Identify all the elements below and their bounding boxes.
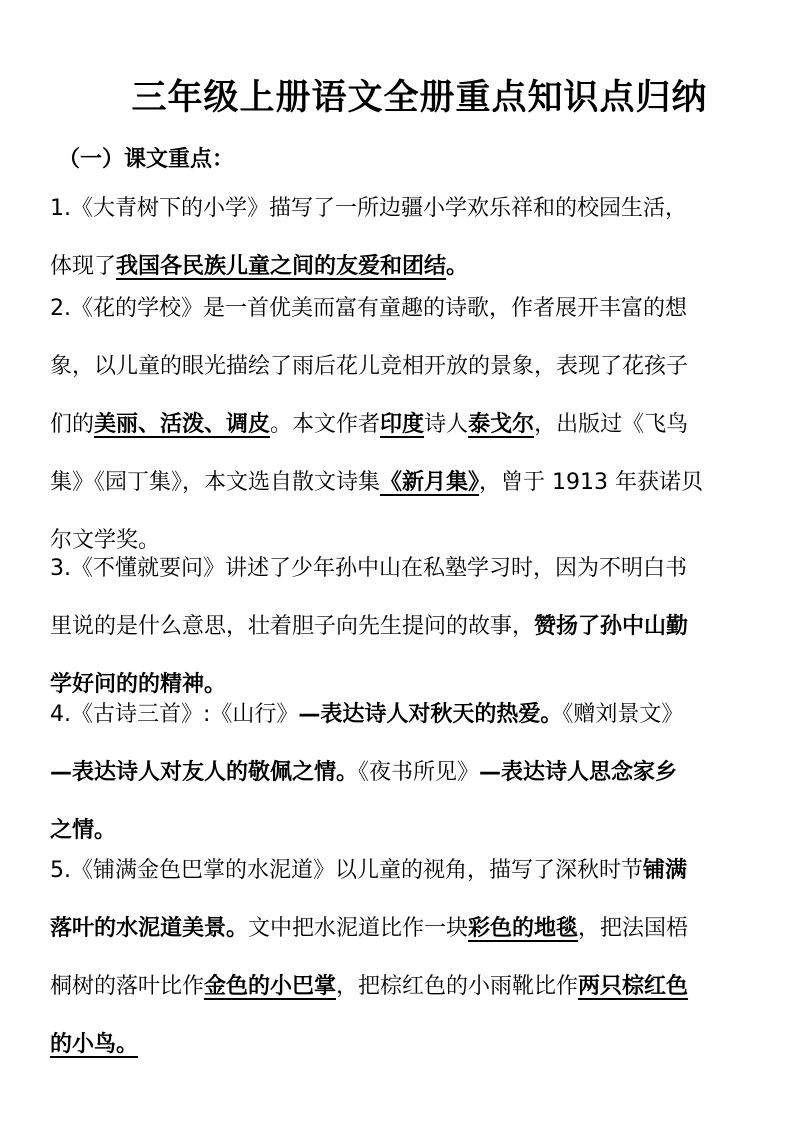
- list-item: [50, 280, 750, 570]
- text-line: [50, 900, 750, 958]
- section-heading: （一）课文重点：: [58, 147, 235, 172]
- text-run: 。本文作者: [270, 412, 381, 437]
- text-line: [50, 338, 750, 396]
- text-run: 4.《古诗三首》:《山行》: [50, 702, 299, 727]
- text-run: 《赠刘景文》: [562, 702, 684, 727]
- text-run: 赞扬了孙中山勤: [534, 614, 689, 639]
- text-run: 之情。: [50, 818, 117, 843]
- text-run: 印度: [380, 412, 425, 437]
- list-item: [50, 180, 750, 296]
- text-run: 集》《园丁集》，本文选自散文诗集: [50, 470, 381, 495]
- text-run: 5.《铺满金色巴掌的水泥道》以儿童的视角，描写了深秋时节: [50, 858, 643, 883]
- text-line: [50, 686, 750, 744]
- text-run: 铺满: [643, 858, 688, 883]
- text-run: —表达诗人对秋天的热爱。: [298, 702, 563, 727]
- text-line: [50, 280, 750, 338]
- text-run: 金色的小巴掌: [204, 974, 337, 999]
- text-run: ，曾于 1913 年获诺贝: [479, 470, 704, 495]
- text-run: 文中把水泥道比作一块: [248, 916, 469, 941]
- text-run: ，把法国梧: [578, 916, 689, 941]
- text-run: 的小鸟。: [50, 1032, 139, 1057]
- text-run: 美丽、活泼、调皮: [94, 412, 271, 437]
- text-line: [50, 540, 750, 598]
- text-run: 《新月集》: [380, 470, 480, 495]
- text-line: [50, 744, 750, 802]
- text-run: 泰戈尔: [468, 412, 535, 437]
- text-run: 3.《不懂就要问》讲述了少年孙中山在私塾学习时，因为不明白书: [50, 556, 687, 581]
- text-run: 象，以儿童的眼光描绘了雨后花儿竞相开放的景象，表现了花孩子: [50, 354, 689, 379]
- text-run: 1.《大青树下的小学》描写了一所边疆小学欢乐祥和的校园生活，: [50, 196, 687, 221]
- text-line: [50, 180, 750, 238]
- text-run: 2.《花的学校》是一首优美而富有童趣的诗歌，作者展开丰富的想: [50, 296, 687, 321]
- text-run: ，出版过《飞鸟: [534, 412, 689, 437]
- text-run: 里说的是什么意思，壮着胆子向先生提问的故事，: [50, 614, 535, 639]
- text-run: —表达诗人对友人的敬佩之情。: [50, 760, 359, 785]
- text-line: [50, 958, 750, 1016]
- text-run: 桐树的落叶比作: [50, 974, 205, 999]
- page-title: 三年级上册语文全册重点知识点归纳: [131, 78, 708, 118]
- text-run: 两只棕红色: [578, 974, 689, 999]
- text-run: 尔文学奖。: [50, 528, 161, 553]
- text-run: 落叶的水泥道美景。: [50, 916, 249, 941]
- text-run: 们的: [50, 412, 95, 437]
- text-line: [50, 454, 750, 512]
- list-item: [50, 842, 750, 1074]
- text-run: 。: [446, 254, 469, 279]
- text-run: 彩色的地毯: [468, 916, 579, 941]
- text-run: 体现了: [50, 254, 117, 279]
- text-line: [50, 598, 750, 656]
- text-line: [50, 842, 750, 900]
- text-line: [50, 396, 750, 454]
- text-run: ，把棕红色的小雨靴比作: [336, 974, 579, 999]
- text-run: 诗人: [424, 412, 469, 437]
- text-run: 学好问的的精神。: [50, 672, 227, 697]
- text-run: —表达诗人思念家乡: [479, 760, 678, 785]
- list-item: [50, 686, 750, 860]
- text-line: [50, 1016, 750, 1074]
- text-run: 我国各民族儿童之间的友爱和团结: [116, 254, 447, 279]
- text-run: 《夜书所见》: [358, 760, 480, 785]
